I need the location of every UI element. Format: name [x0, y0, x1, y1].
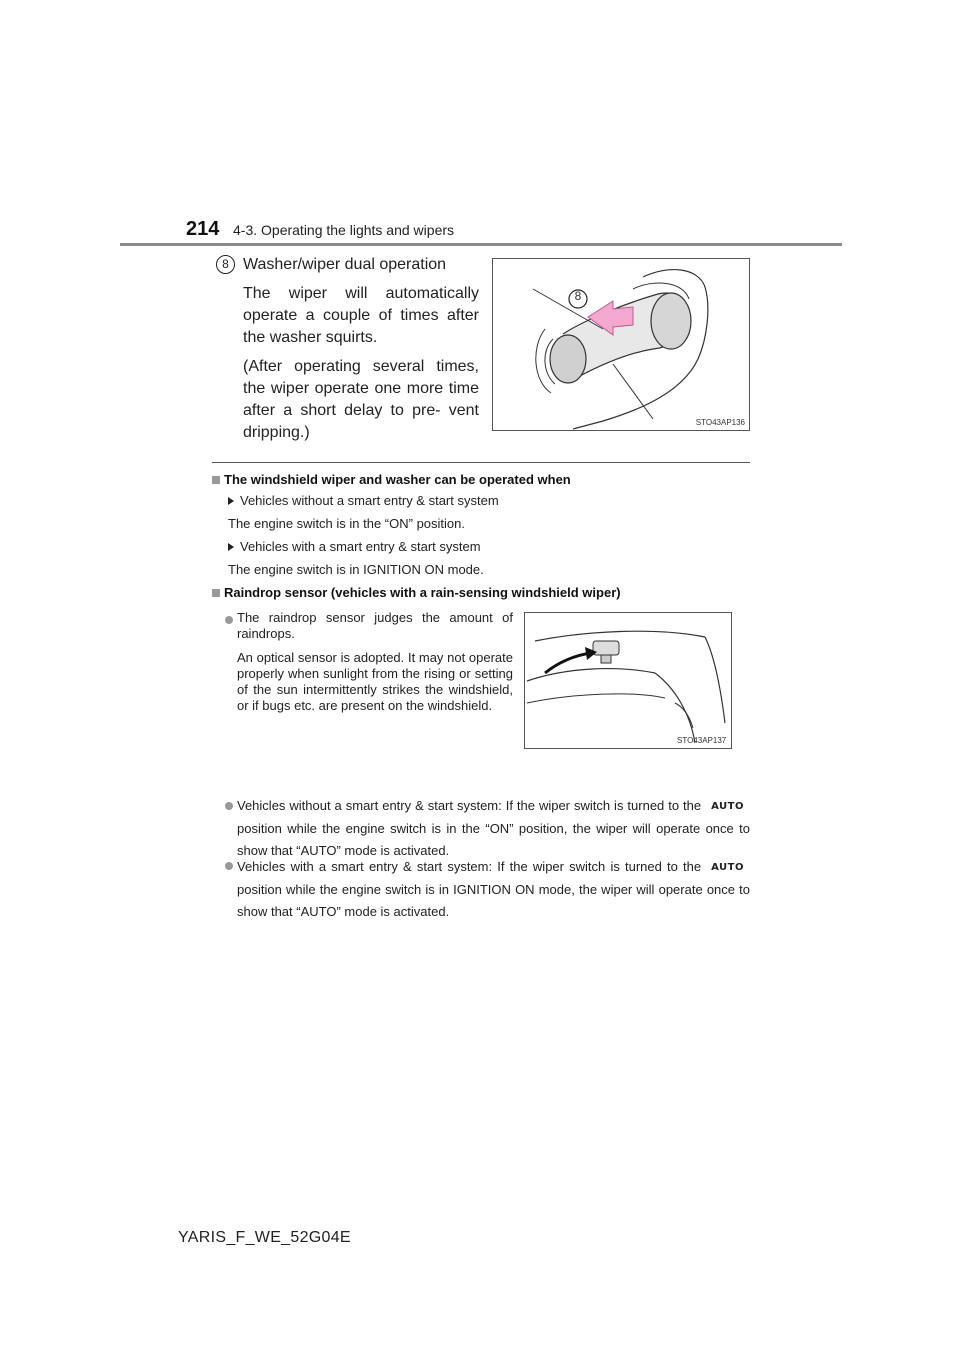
square-bullet-icon	[212, 476, 220, 484]
section-rule	[212, 462, 750, 463]
auto-icon: AUTO	[711, 801, 744, 812]
note-raindrop-heading	[212, 585, 621, 600]
sub-item-1-text: Vehicles without a smart entry & start system	[240, 493, 499, 508]
raindrop-text-1: The raindrop sensor judges the amount of raindrops.	[237, 610, 513, 641]
item-8-description	[243, 283, 479, 451]
figure-1-callout: 8	[574, 289, 582, 303]
wiper-lever-drawing	[493, 259, 749, 430]
triangle-bullet-icon	[228, 497, 234, 505]
auto-mode-without-smart-entry	[237, 795, 750, 862]
windshield-drawing	[525, 613, 731, 748]
sub-item-2-text: Vehicles with a smart entry & start system	[240, 539, 481, 554]
header-rule	[120, 243, 842, 246]
page-number: 214	[186, 218, 220, 240]
sub-item-no-smart-entry	[228, 493, 499, 508]
item-8-badge: 8	[216, 255, 235, 274]
note-windshield-heading	[212, 472, 571, 487]
circle-bullet-icon	[225, 802, 233, 810]
note-raindrop-heading-text: Raindrop sensor (vehicles with a rain-sensing windshield wiper)	[224, 585, 621, 600]
raindrop-sensor-illustration	[524, 612, 732, 749]
sub-item-smart-entry	[228, 539, 481, 554]
figure-2-code: STO43AP137	[677, 736, 727, 745]
item-8-paragraph-1: The wiper will automatically operate a couple of times after the washer squirts.	[243, 285, 479, 346]
sub-item-1-detail: The engine switch is in the “ON” position.	[228, 516, 465, 531]
sub-item-2-detail: The engine switch is in IGNITION ON mode.	[228, 562, 484, 577]
triangle-bullet-icon	[228, 543, 234, 551]
bullet-2-before: Vehicles without a smart entry & start system: If the wiper switch is turned to the	[237, 798, 702, 813]
auto-mode-with-smart-entry	[237, 856, 750, 923]
wiper-lever-illustration	[492, 258, 750, 431]
bullet-2-after: position while the engine switch is in the “ON” position, the wiper will operate once to show that “AUTO” mode is activated.	[237, 821, 750, 858]
raindrop-text-2: An optical sensor is adopted. It may not operate properly when sunlight from the rising or setting of the sun intermittently strikes the windshield, or if bugs etc. are present on the windshield.	[237, 650, 513, 713]
item-8-paragraph-2: (After operating several times, the wiper operate one more time after a short delay to pre- vent dripping.)	[243, 358, 479, 441]
circle-bullet-icon	[225, 616, 233, 624]
document-code: YARIS_F_WE_52G04E	[178, 1229, 351, 1246]
auto-icon: AUTO	[711, 862, 744, 873]
figure-1-code: STO43AP136	[695, 418, 745, 427]
item-8-heading: Washer/wiper dual operation	[243, 256, 447, 273]
square-bullet-icon	[212, 589, 220, 597]
bullet-3-after: position while the engine switch is in IGNITION ON mode, the wiper will operate once to show that “AUTO” mode is activated.	[237, 882, 750, 919]
note-windshield-heading-text: The windshield wiper and washer can be operated when	[224, 472, 571, 487]
section-title: 4-3. Operating the lights and wipers	[233, 222, 455, 238]
circle-bullet-icon	[225, 862, 233, 870]
bullet-3-before: Vehicles with a smart entry & start system: If the wiper switch is turned to the	[237, 859, 702, 874]
